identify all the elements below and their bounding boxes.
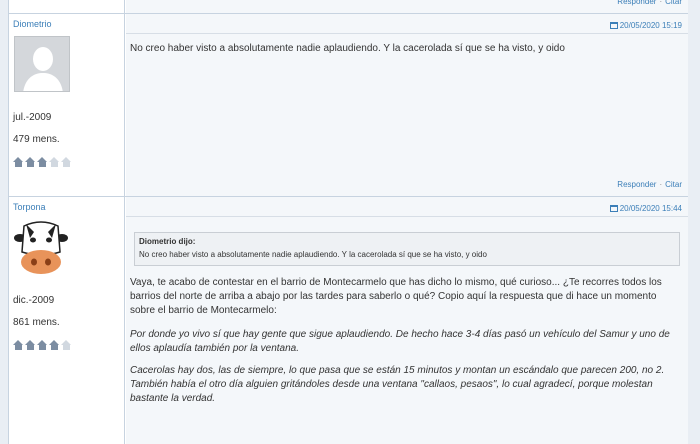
rank-house-icon	[49, 157, 60, 167]
default-avatar-icon	[15, 37, 70, 92]
post-content	[126, 197, 688, 444]
previous-post-footer	[9, 0, 688, 13]
rank-icons	[13, 340, 72, 350]
previous-content-cell	[126, 0, 688, 13]
post	[9, 13, 688, 196]
post-timestamp: 20/05/2020 15:44	[619, 204, 682, 213]
quote-author: Diometrio dijo:	[139, 237, 196, 246]
join-date: jul.-2009	[13, 112, 52, 123]
avatar[interactable]	[14, 36, 70, 92]
post-date	[610, 204, 682, 213]
rank-house-icon	[13, 340, 24, 350]
message-count: 479 mens.	[13, 134, 60, 145]
divider	[126, 33, 688, 34]
quote-link[interactable]: Citar	[665, 180, 682, 189]
rank-house-icon	[13, 157, 24, 167]
author-panel	[9, 197, 125, 444]
avatar[interactable]	[14, 218, 68, 276]
post-date	[610, 21, 682, 30]
calendar-icon	[610, 22, 618, 29]
calendar-icon	[610, 205, 618, 212]
post-body-paragraph: Vaya, te acabo de contestar en el barrio de Montecarmelo que has dicho lo mismo, qué curioso... ¿Te recorres todos los barrios del norte de arriba a abajo por las tardes para saberlo o qué? Copio aquí la respuesta que di hace un momento sobre el barrio de Montecarmelo:	[130, 277, 662, 316]
message-count: 861 mens.	[13, 317, 60, 328]
reply-link[interactable]: Responder	[617, 0, 657, 6]
post-timestamp: 20/05/2020 15:19	[619, 21, 682, 30]
rank-house-icon	[49, 340, 60, 350]
separator: ·	[659, 180, 663, 189]
reply-link[interactable]: Responder	[617, 180, 657, 189]
post-body-paragraph: Por donde yo vivo sí que hay gente que sigue aplaudiendo. De hecho hace 3-4 días pasó un vehículo del Samur y uno de ellos aplaudía también por la ventana.	[130, 329, 670, 354]
post	[9, 196, 688, 444]
divider	[126, 216, 688, 217]
post-actions	[617, 180, 682, 189]
author-name[interactable]: Torpona	[13, 202, 46, 212]
rank-house-icon	[37, 340, 48, 350]
previous-post-actions	[617, 0, 682, 6]
post-body: No creo haber visto a absolutamente nadie aplaudiendo. Y la cacerolada sí que se ha visto, y oido	[130, 43, 565, 54]
post-content	[126, 14, 688, 196]
rank-house-icon	[61, 157, 72, 167]
quote-text: No creo haber visto a absolutamente nadie aplaudiendo. Y la cacerolada sí que se ha visto, y oido	[139, 250, 487, 259]
post-body-paragraph: Cacerolas hay dos, las de siempre, lo que pasa que se están 15 minutos y montan un escándalo que parecen 200, no 2. También había el otro día alguien gritándoles desde una ventana "callaos, pesaos", lo cual agradecí, porque molestan bastante la verdad.	[130, 365, 665, 404]
quote-link[interactable]: Citar	[665, 0, 682, 6]
previous-author-cell	[9, 0, 125, 13]
join-date: dic.-2009	[13, 295, 55, 306]
forum-thread	[8, 0, 687, 444]
rank-house-icon	[25, 157, 36, 167]
cow-avatar-icon	[14, 218, 68, 276]
author-panel	[9, 14, 125, 196]
rank-house-icon	[37, 157, 48, 167]
rank-icons	[13, 157, 72, 167]
quote-block	[134, 232, 680, 266]
rank-house-icon	[25, 340, 36, 350]
separator: ·	[659, 0, 663, 6]
author-name[interactable]: Diometrio	[13, 19, 52, 29]
rank-house-icon	[61, 340, 72, 350]
